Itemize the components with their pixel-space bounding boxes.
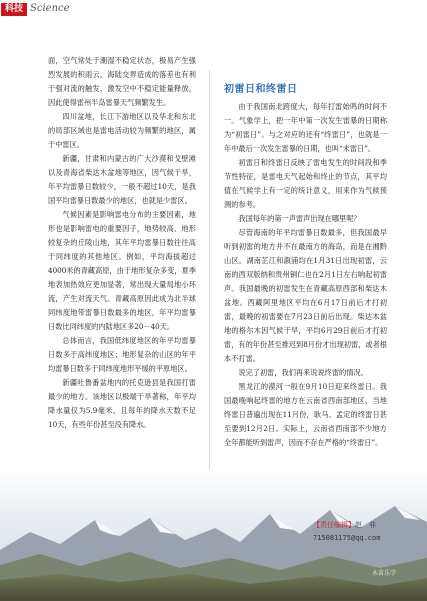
editor-email: 715081175@qq.com [313,534,381,542]
editor-credit: 【责任编辑】赵 非 [313,521,376,529]
left-column [48,54,196,432]
paragraph: 气候因素是影响雷电分布的主要因素，地形也是影响雷电的重要因子，地势较高、地形较复杂的丘陵山地，其年平均雷暴日数往往高于同纬度的其他地区。例如，平均海拔超过4000米的青藏高原，由于地形复杂多变，夏季地表加热效应更加显著，常出现大量局地小环流，产生对流天气。青藏高原因此成为北半球同纬度地带雷暴日数最多的地区，年平均雷暴日数比同纬度的内陆地区多20－40天。 [48,210,196,331]
paragraph: 尽管海南的年平均雷暴日数最多，但我国最早听到初雷的地方并不在最南方的海岛，而是在湘黔山区。湖南芷江和溆浦均在1月31日出现初雷，云南的西双版纳和贵州铜仁也在2月1日左右响起初雷声。我国最晚的初雷发生在青藏高原西部和柴达木盆地。西藏阿里地区平均在6月17日前后才打初雷，最晚的初雷要在7月23日前后出现。柴达木盆地的格尔木因气候干旱，平均6月29日前后才打初雷，有的年份甚至推迟到8月份才出现初雷，或者根本不打雷。 [224,228,387,363]
paragraph: 面，空气常处于潮湿不稳定状态，极易产生强烈发展的积雨云，海陆交界造成的落差也有利于强对流的触发，激发空中不稳定能量释放，因此使得雷州半岛雷暴天气频繁发生。 [48,56,196,107]
photo-credit: 木苗乐学 [372,570,397,577]
column-divider [209,70,210,525]
paragraph: 总体而言，我国低纬度地区的年平均雷暴日数多于高纬度地区；地形复杂的山区的年平均雷暴日数多于同纬度地形平缓的平原地区。 [48,336,196,373]
paragraph: 新疆吐鲁番盆地内的托克逊县是我国打雷最少的地方。该地区以极端干旱著称，年平均降水量仅为5.9毫米，且每年的降水天数不足10天，有些年份甚至没有降水。 [48,378,196,429]
editor-label: 责任编辑 [320,521,348,529]
section-en: Science [30,3,70,14]
paragraph: 说完了初雷，我们再来说说终雷的情况。 [238,368,368,377]
paragraph: 黑龙江的漠河一般在9月10日迎来终雷日。我国最晚响起终雷的地方在云南省西南部地区，当地终雷日普遍出现在11月份，耿马、孟定的终雷日甚至要到12月2日。实际上，云南省西南部不少地方全年都能听到雷声，因而不存在严格的“终雷日”。 [224,382,387,447]
paragraph: 由于我国南北跨度大，每年打雷始鸣的时间不一。气象学上，把一年中第一次发生雷暴的日期称为“初雷日”。与之对应的还有“终雷日”，也就是一年中最后一次发生雷暴的日期，也叫“末雷日”。 [224,102,387,153]
paragraph: 新疆，甘肃和内蒙古的广大沙漠和戈壁滩以及青海省柴达木盆地等地区，因气候干旱，年平均雷暴日数较少，一般不超过10天，是我国平均雷暴日数最少的地区，也就是少雷区。 [48,154,196,205]
paragraph: 我国每年的第一声雷声出现在哪里呢？ [238,214,361,223]
section-heading: 初雷日和终雷日 [224,84,298,95]
paragraph: 四川盆地，长江下游地区以及华北和东北的局部区域也是雷电活动较为频繁的地区，属于中雷区。 [48,112,196,149]
right-column [224,100,387,450]
paragraph: 初雷日和终雷日反映了雷电发生的时间段和季节性特征，是雷电天气起始和终止的节点，其平均值在气候学上有一定的统计意义，用来作为气候预测的参考。 [224,158,387,209]
editor-name: 赵 非 [355,521,376,529]
section-tag: 科技 [1,3,27,16]
page-header [0,0,427,20]
